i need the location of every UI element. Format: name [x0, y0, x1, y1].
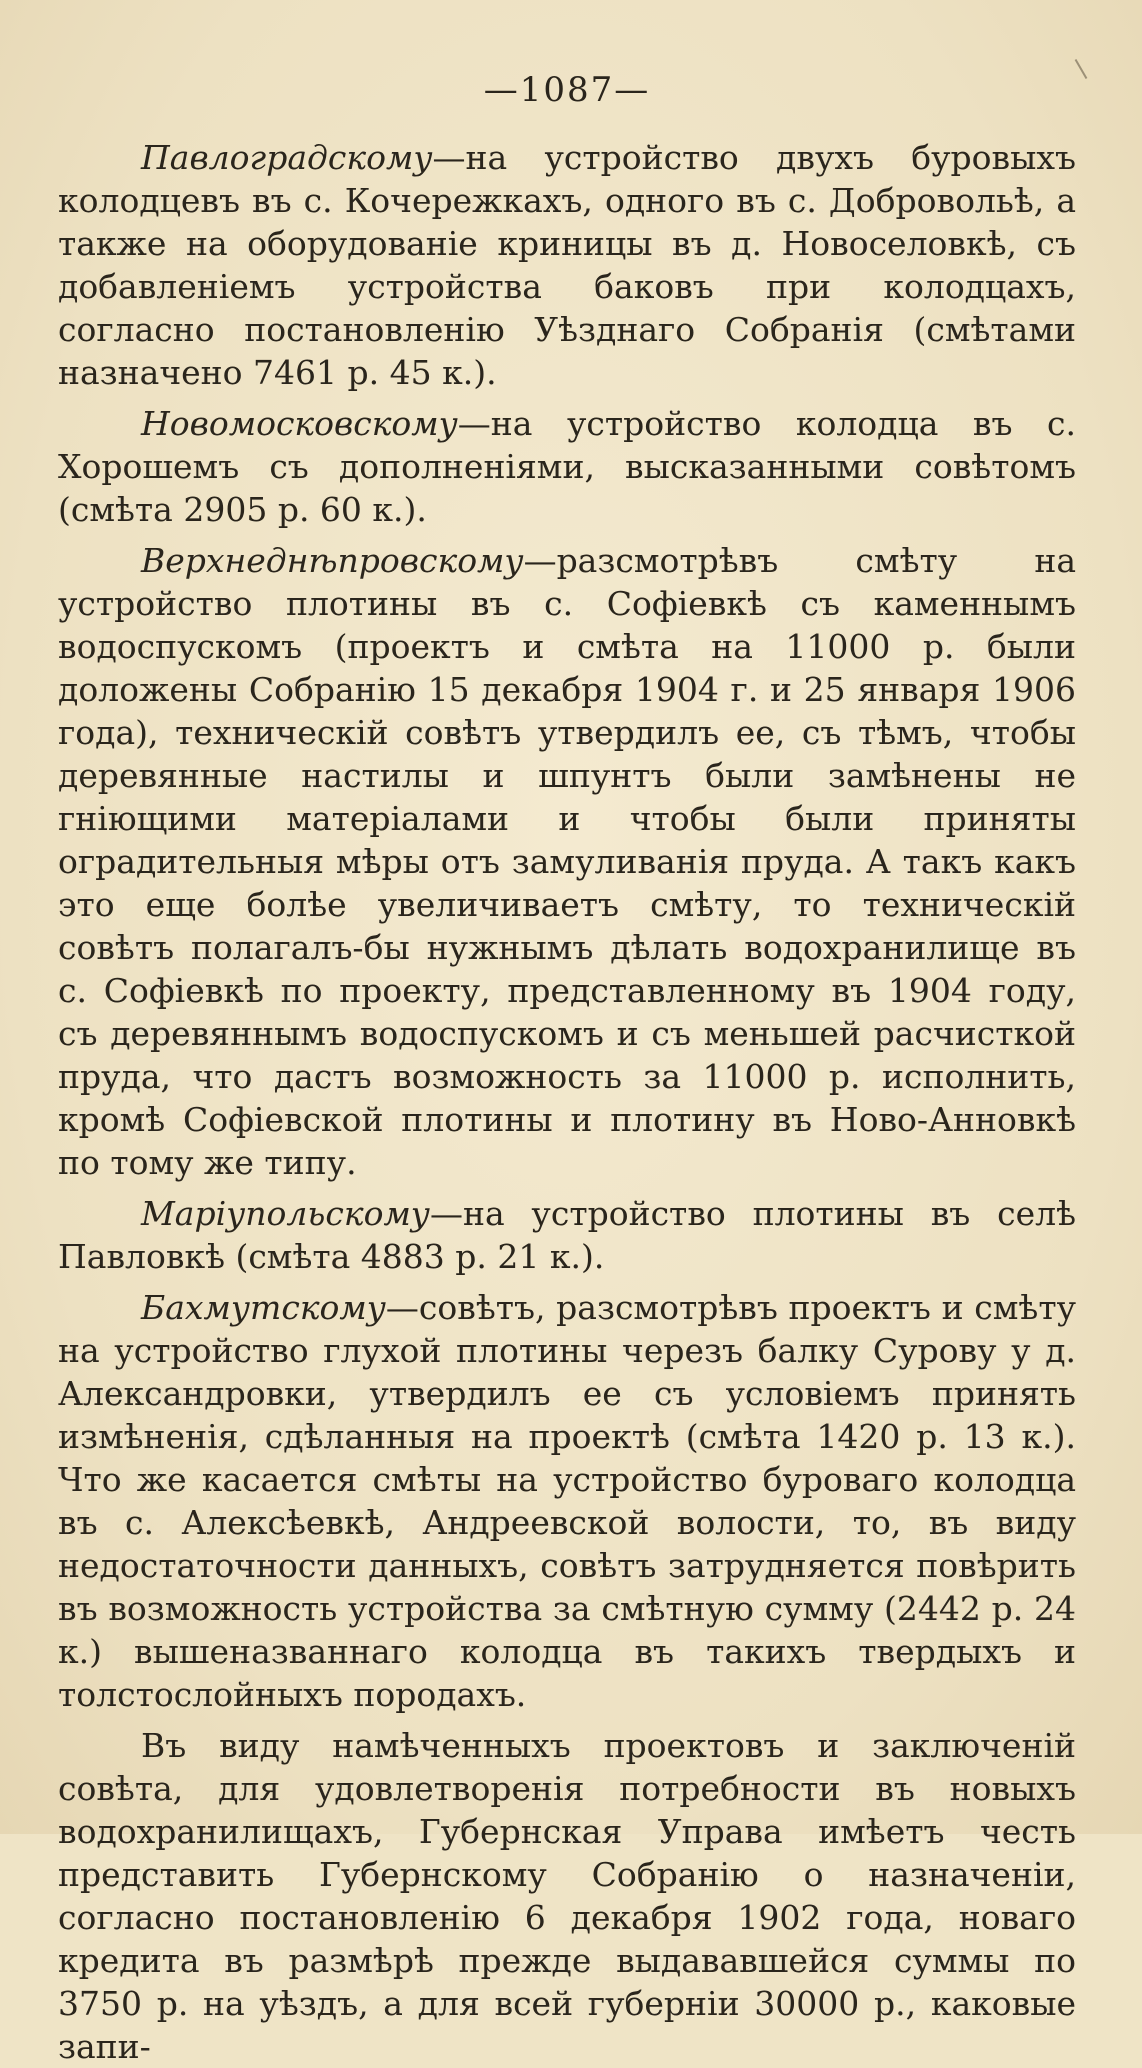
paragraph-conclusion	[58, 1724, 1076, 2068]
paragraph-mariupol	[58, 1192, 1076, 1278]
paragraph-novomoskovsk	[58, 402, 1076, 531]
paragraph-bakhmut	[58, 1286, 1076, 1716]
paragraph-text: —совѣтъ, разсмотрѣвъ проектъ и смѣту на устройство глухой плотины черезъ балку Сурову у д. Александровки, утвердилъ ее съ условіемъ принять измѣненія, сдѣланныя на проектѣ (смѣта 1420 р. 13 к.). Что же касается смѣты на устройство буроваго колодца въ с. Алексѣевкѣ, Андреевской волости, то, въ виду недостаточности данныхъ, совѣтъ затрудняется повѣрить въ возможность устройства за смѣтную сумму (2442 р. 24 к.) вышеназваннаго колодца въ такихъ твердыхъ и толстослойныхъ породахъ.	[58, 1288, 1076, 1714]
paragraph-lead: Верхнеднѣпровскому	[141, 541, 524, 580]
margin-mark	[1075, 59, 1088, 79]
paragraph-lead: Бахмутскому	[141, 1288, 386, 1327]
paragraph-text: —разсмотрѣвъ смѣту на устройство плотины въ с. Софіевкѣ съ каменнымъ водоспускомъ (проектъ и смѣта на 11000 р. были доложены Собранію 15 декабря 1904 г. и 25 января 1906 года), техническій совѣтъ утвердилъ ее, съ тѣмъ, чтобы деревянные настилы и шпунтъ были замѣнены не гніющими матеріалами и чтобы были приняты оградительныя мѣры отъ замуливанія пруда. А такъ какъ это еще болѣе увеличиваетъ смѣту, то техническій совѣтъ полагалъ-бы нужнымъ дѣлать водохранилище въ с. Софіевкѣ по проекту, представленному въ 1904 году, съ деревяннымъ водоспускомъ и съ меньшей расчисткой пруда, что дастъ возможность за 11000 р. исполнить, кромѣ Софіевской плотины и плотину въ Ново-Анновкѣ по тому же типу.	[58, 541, 1076, 1182]
paragraph-text: —на устройство двухъ буровыхъ колодцевъ въ с. Кочережкахъ, одного въ с. Добровольѣ, а также на оборудованіе криницы въ д. Новоселовкѣ, съ добавленіемъ устройства баковъ при колодцахъ, согласно постановленію Уѣзднаго Собранія (смѣтами назначено 7461 р. 45 к.).	[58, 138, 1076, 392]
paragraph-lead: Новомосковскому	[141, 404, 458, 443]
paragraph-verkhnedneprovsk	[58, 539, 1076, 1184]
paragraph-pavlograd	[58, 136, 1076, 394]
page-number: —1087—	[483, 70, 651, 110]
paragraph-text: —на устройство плотины въ селѣ Павловкѣ (смѣта 4883 р. 21 к.).	[58, 1194, 1076, 1276]
paragraph-text: Въ виду намѣченныхъ проектовъ и заключеній совѣта, для удовлетворенія потребности въ новыхъ водохранилищахъ, Губернская Управа имѣетъ честь представить Губернскому Собранію о назначеніи, согласно постановленію 6 декабря 1902 года, новаго кредита въ размѣрѣ прежде выдававшейся суммы по 3750 р. на уѣздъ, а для всей губерніи 30000 р., каковые запи-	[58, 1726, 1076, 2066]
paragraph-lead: Павлоградскому	[141, 138, 433, 177]
paragraph-text: —на устройство колодца въ с. Хорошемъ съ дополненіями, высказанными совѣтомъ (смѣта 2905 р. 60 к.).	[58, 404, 1076, 529]
paragraph-lead: Маріупольскому	[141, 1194, 430, 1233]
